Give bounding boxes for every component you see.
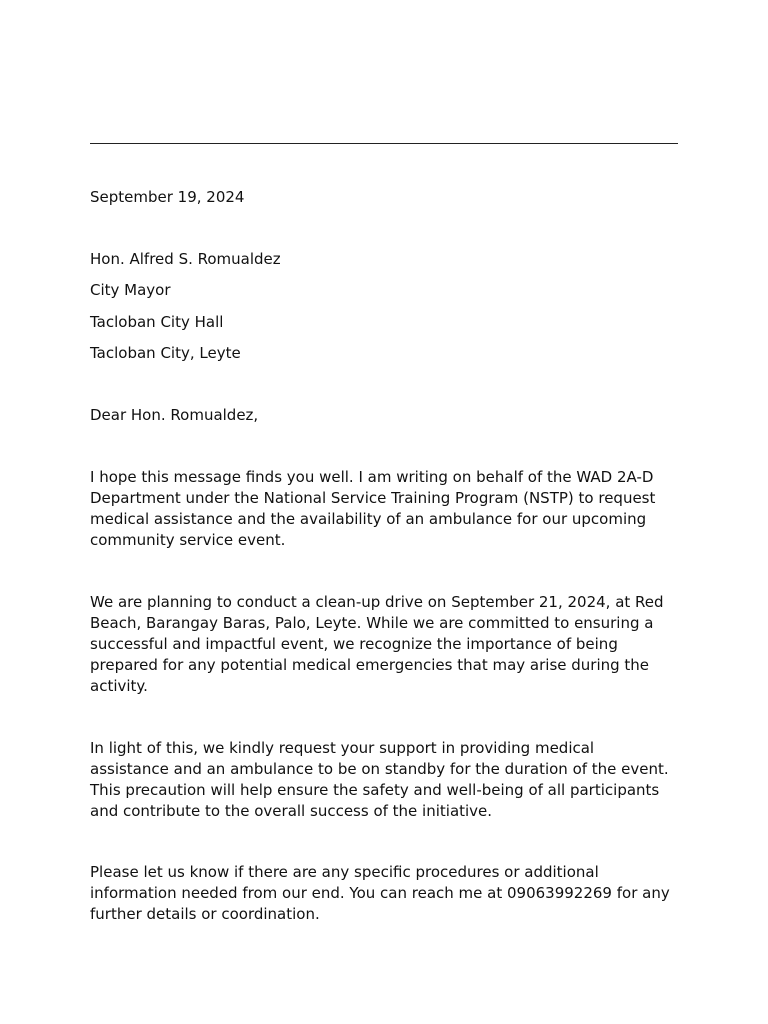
recipient-title: City Mayor: [90, 281, 171, 299]
recipient-office: Tacloban City Hall: [90, 313, 224, 331]
recipient-city: Tacloban City, Leyte: [90, 344, 241, 362]
paragraph-line: Please let us know if there are any specific procedures or additional: [90, 863, 599, 881]
body-paragraph-1: [90, 467, 680, 551]
paragraph-line: Beach, Barangay Baras, Palo, Leyte. While we are committed to ensuring a: [90, 614, 654, 632]
body-paragraph-4: [90, 862, 680, 925]
paragraph-line: In light of this, we kindly request your support in providing medical: [90, 739, 595, 757]
recipient-name: Hon. Alfred S. Romualdez: [90, 250, 281, 268]
paragraph-line: prepared for any potential medical emergencies that may arise during the: [90, 656, 650, 674]
paragraph-line: Department under the National Service Training Program (NSTP) to request: [90, 489, 656, 507]
header-divider: [90, 143, 678, 144]
body-paragraph-3: [90, 738, 680, 822]
paragraph-line: information needed from our end. You can reach me at 09063992269 for any: [90, 884, 670, 902]
paragraph-line: medical assistance and the availability of an ambulance for our upcoming: [90, 510, 647, 528]
body-paragraph-2: [90, 592, 680, 697]
letter-date: September 19, 2024: [90, 188, 245, 206]
paragraph-line: I hope this message finds you well. I am writing on behalf of the WAD 2A-D: [90, 468, 654, 486]
paragraph-line: successful and impactful event, we recognize the importance of being: [90, 635, 618, 653]
paragraph-line: This precaution will help ensure the safety and well-being of all participants: [90, 781, 660, 799]
paragraph-line: activity.: [90, 677, 148, 695]
paragraph-line: further details or coordination.: [90, 905, 320, 923]
paragraph-line: and contribute to the overall success of the initiative.: [90, 802, 493, 820]
salutation: Dear Hon. Romualdez,: [90, 406, 259, 424]
paragraph-line: We are planning to conduct a clean-up drive on September 21, 2024, at Red: [90, 593, 664, 611]
paragraph-line: community service event.: [90, 531, 286, 549]
paragraph-line: assistance and an ambulance to be on standby for the duration of the event.: [90, 760, 669, 778]
